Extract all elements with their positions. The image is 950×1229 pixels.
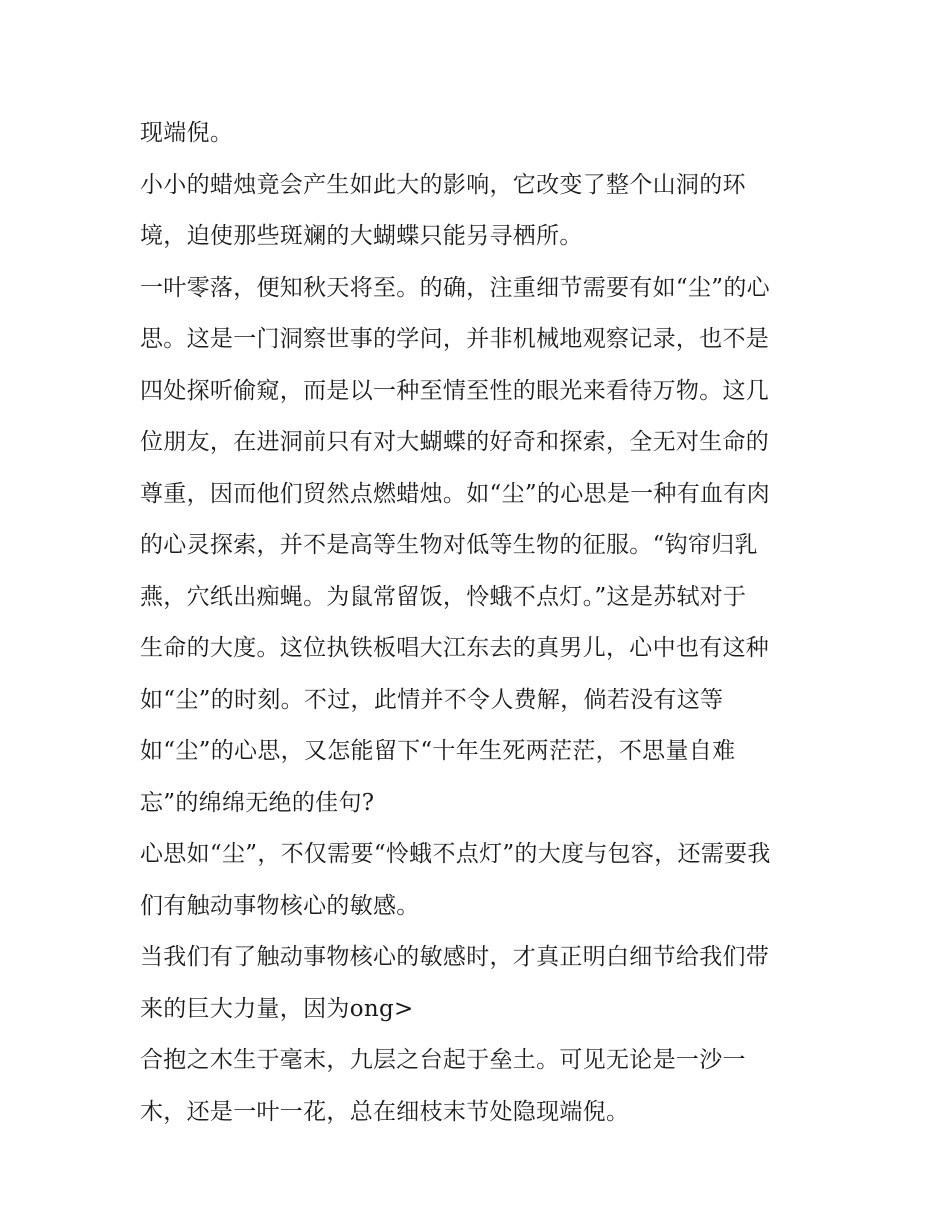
text-line: 四处探听偷窥，而是以一种至情至性的眼光来看待万物。这几 bbox=[140, 377, 770, 404]
text-line: 现端倪。 bbox=[140, 120, 234, 146]
text-line: 如“尘”的心思，又怎能留下“十年生死两茫茫，不思量自难 bbox=[140, 738, 736, 764]
text-line: 忘”的绵绵无绝的佳句? bbox=[140, 789, 375, 816]
text-line: 燕，穴纸出痴蝇。为鼠常留饭，怜蛾不点灯。”这是苏轼对于 bbox=[140, 583, 747, 610]
text-line: 木，还是一叶一花，总在细枝末节处隐现端倪。 bbox=[140, 1098, 630, 1125]
text-line: 来的巨大力量，因为ong> bbox=[140, 995, 414, 1022]
essay-body bbox=[140, 108, 830, 1138]
text-line: 们有触动事物核心的敏感。 bbox=[140, 892, 420, 919]
text-line: 境，迫使那些斑斓的大蝴蝶只能另寻栖所。 bbox=[140, 223, 583, 249]
text-line: 心思如“尘”，不仅需要“怜蛾不点灯”的大度与包容，还需要我 bbox=[140, 841, 771, 867]
text-line: 一叶零落，便知秋天将至。的确，注重细节需要有如“尘”的心 bbox=[140, 274, 770, 301]
text-line: 的心灵探索，并不是高等生物对低等生物的征服。“钩帘归乳 bbox=[140, 532, 758, 558]
text-line: 生命的大度。这位执铁板唱大江东去的真男儿，心中也有这种 bbox=[140, 635, 770, 661]
text-line: 小小的蜡烛竟会产生如此大的影响，它改变了整个山洞的环 bbox=[140, 171, 746, 198]
text-line: 合抱之木生于毫末，九层之台起于垒土。可见无论是一沙一 bbox=[140, 1047, 746, 1073]
text-line: 如“尘”的时刻。不过，此情并不令人费解，倘若没有这等 bbox=[140, 686, 724, 713]
text-line: 当我们有了触动事物核心的敏感时，才真正明白细节给我们带 bbox=[140, 944, 770, 970]
text-line: 尊重，因而他们贸然点燃蜡烛。如“尘”的心思是一种有血有肉 bbox=[140, 480, 770, 507]
text-line: 位朋友，在进洞前只有对大蝴蝶的好奇和探索，全无对生命的 bbox=[140, 429, 770, 455]
text-line: 思。这是一门洞察世事的学问，并非机械地观察记录，也不是 bbox=[140, 326, 770, 352]
